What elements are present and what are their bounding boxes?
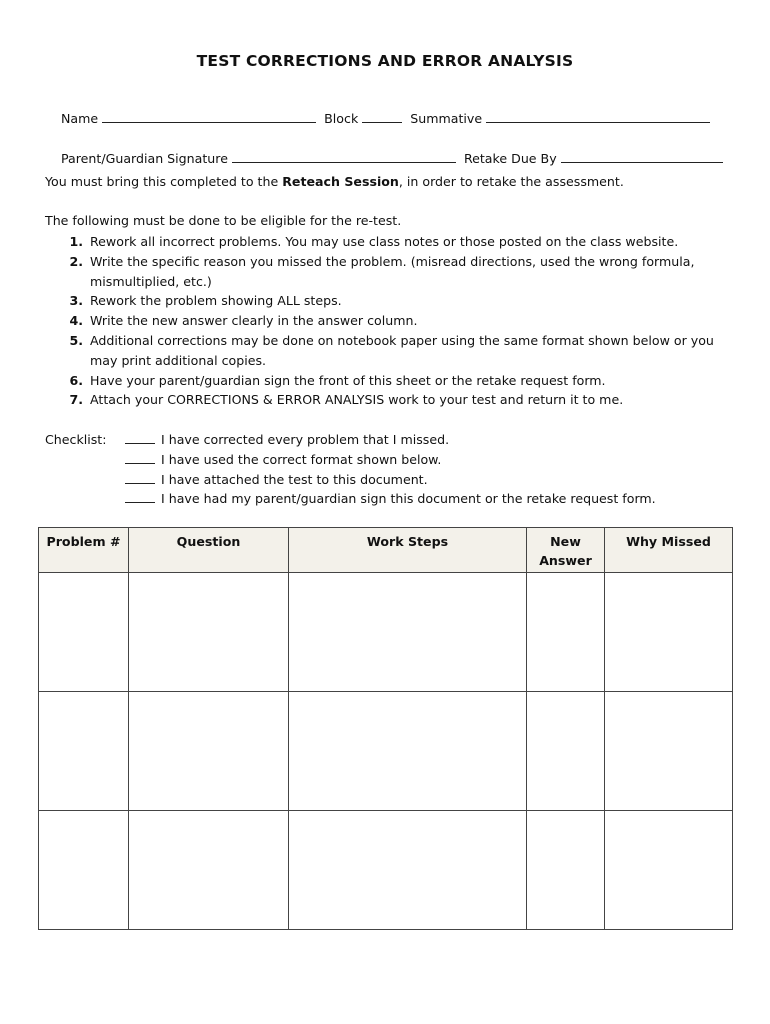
check-blank[interactable]: [125, 451, 155, 464]
parent-signature-label: Parent/Guardian Signature: [61, 151, 228, 166]
why-missed-cell[interactable]: [605, 811, 733, 930]
new-answer-cell[interactable]: [527, 811, 605, 930]
table-row: [39, 811, 733, 930]
list-item: 5. Additional corrections may be done on notebook paper using the same format shown below or you may print additional copies.: [69, 332, 714, 368]
question-cell[interactable]: [129, 573, 289, 692]
new-answer-cell[interactable]: [527, 573, 605, 692]
summative-field[interactable]: [486, 110, 710, 123]
checklist-item: I have attached the test to this document.: [125, 470, 725, 490]
list-item: 3. Rework the problem showing ALL steps.: [69, 293, 342, 309]
list-item: 2. Write the specific reason you missed the problem. (misread directions, used the wrong formula, mismultiplied, etc.): [69, 253, 695, 289]
problem-number-cell[interactable]: [39, 692, 129, 811]
page-title: TEST CORRECTIONS AND ERROR ANALYSIS: [196, 52, 574, 70]
why-missed-cell[interactable]: [605, 573, 733, 692]
work-steps-cell[interactable]: [289, 811, 527, 930]
reteach-notice: You must bring this completed to the Reteach Session, in order to retake the assessment.: [45, 174, 624, 189]
checklist-item: I have had my parent/guardian sign this document or the retake request form.: [125, 489, 725, 509]
work-steps-cell[interactable]: [289, 573, 527, 692]
work-steps-cell[interactable]: [289, 692, 527, 811]
checklist-item: I have used the correct format shown below.: [125, 450, 725, 470]
checklist-label: Checklist:: [45, 432, 107, 447]
list-item: 1. Rework all incorrect problems. You may use class notes or those posted on the class website.: [69, 234, 679, 249]
table-row: [39, 692, 733, 811]
question-cell[interactable]: [129, 692, 289, 811]
reteach-session-emphasis: Reteach Session: [282, 174, 399, 189]
block-label: Block: [324, 111, 359, 126]
list-item: 7. Attach your CORRECTIONS & ERROR ANALYSIS work to your test and return it to me.: [69, 392, 624, 408]
new-answer-cell[interactable]: [527, 692, 605, 811]
checklist-items: [125, 430, 725, 509]
table-row: [39, 573, 733, 692]
list-item: 4. Write the new answer clearly in the answer column.: [69, 313, 418, 329]
block-field[interactable]: [362, 110, 402, 123]
retake-due-label: Retake Due By: [463, 151, 557, 166]
header-new-answer: New Answer: [527, 528, 605, 573]
problem-number-cell[interactable]: [39, 573, 129, 692]
name-label: Name: [61, 111, 99, 126]
name-field[interactable]: [102, 110, 316, 123]
check-blank[interactable]: [125, 431, 155, 444]
check-blank[interactable]: [125, 490, 155, 503]
header-why-missed: Why Missed: [605, 528, 733, 573]
table-header-row: [39, 528, 733, 573]
corrections-table: [38, 527, 733, 930]
parent-signature-field[interactable]: [232, 150, 456, 163]
problem-number-cell[interactable]: [39, 811, 129, 930]
why-missed-cell[interactable]: [605, 692, 733, 811]
checklist-item: I have corrected every problem that I missed.: [125, 430, 725, 450]
list-item: 6. Have your parent/guardian sign the front of this sheet or the retake request form.: [69, 372, 606, 388]
header-work-steps: Work Steps: [289, 528, 527, 573]
requirements-list: [45, 232, 735, 410]
check-blank[interactable]: [125, 471, 155, 484]
retake-due-field[interactable]: [561, 150, 723, 163]
question-cell[interactable]: [129, 811, 289, 930]
header-problem-number: Problem #: [39, 528, 129, 573]
requirements-intro: The following must be done to be eligible for the re-test.: [45, 213, 402, 228]
header-question: Question: [129, 528, 289, 573]
summative-label: Summative: [410, 111, 483, 126]
